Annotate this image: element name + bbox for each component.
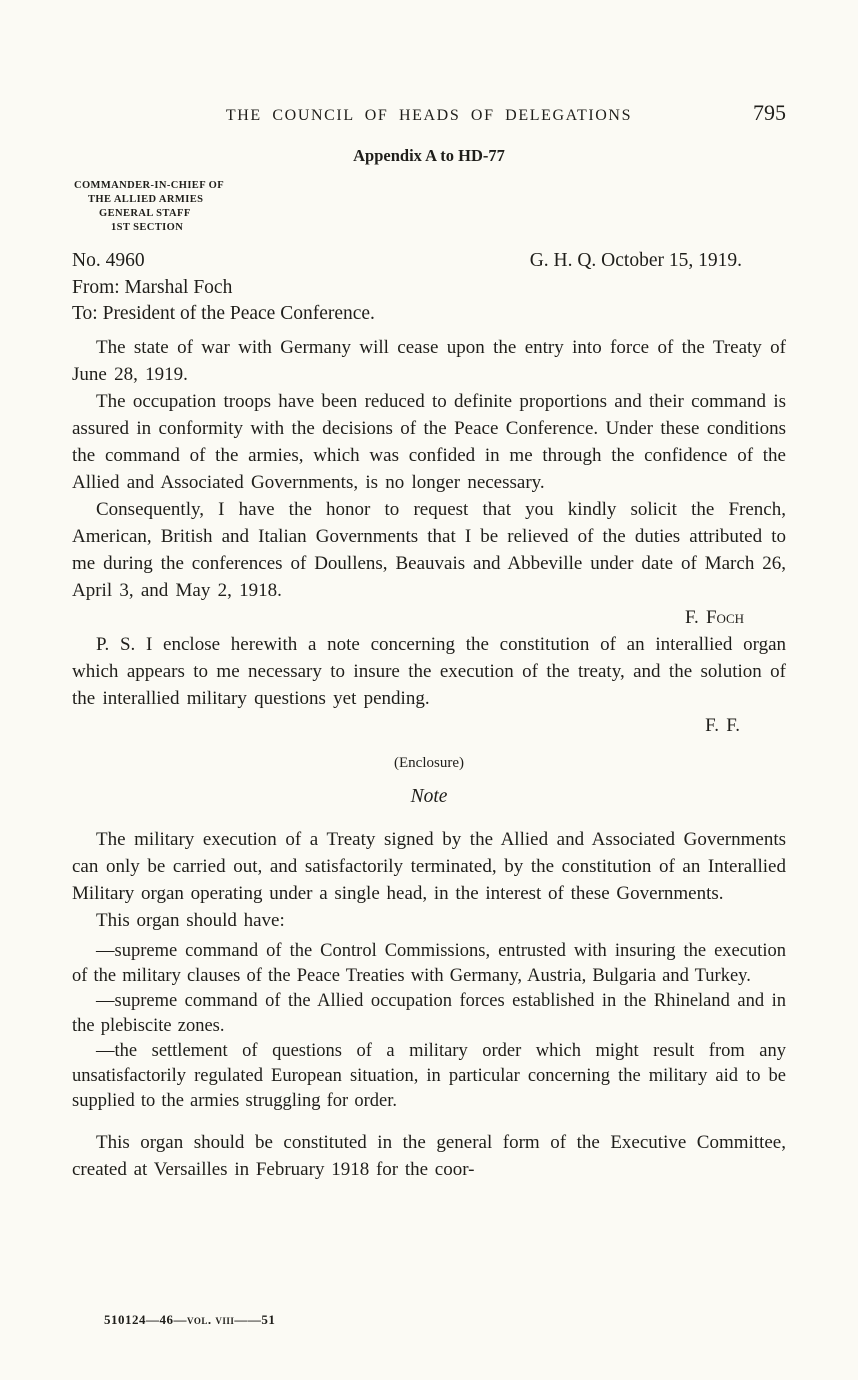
letterhead-line: COMMANDER-IN-CHIEF OF bbox=[74, 180, 225, 191]
letterhead-line: THE ALLIED ARMIES bbox=[88, 194, 204, 205]
postscript-paragraph: P. S. I enclose herewith a note concerning the constitution of an interallied organ which appears to me necessary to insure the execution of the treaty, and the solution of the interallied military questions yet pending. bbox=[72, 634, 786, 709]
note-items bbox=[72, 939, 786, 1114]
document-number: No. 4960 bbox=[72, 250, 145, 271]
printer-imprint: 510124—46—vol. viii——51 bbox=[104, 1312, 276, 1327]
letter-paragraph: The state of war with Germany will cease upon the entry into force of the Treaty of June 28, 1919. bbox=[72, 337, 786, 385]
enclosure-label: (Enclosure) bbox=[394, 755, 464, 771]
note-paragraph: The military execution of a Treaty signed by the Allied and Associated Governments can only be carried out, and satisfactorily terminated, by the constitution of an Interallied Military organ operating under a single head, in the interest of these Governments. bbox=[72, 829, 786, 904]
note-item: —supreme command of the Control Commissions, entrusted with insuring the execution of the military clauses of the Peace Treaties with Germany, Austria, Bulgaria and Turkey. bbox=[72, 941, 786, 986]
letter-paragraph: Consequently, I have the honor to request that you kindly solicit the French, American, British and Italian Governments that I be relieved of the duties attributed to me during the conferences of Doullens, Beauvais and Abbeville under date of March 26, April 3, and May 2, 1918. bbox=[72, 499, 786, 601]
document-number-row bbox=[72, 250, 786, 272]
page-number: 795 bbox=[753, 100, 786, 125]
note-paragraph: This organ should have: bbox=[96, 910, 285, 931]
note-item: —the settlement of questions of a military order which might result from any unsatisfactorily regulated European situation, in particular concerning the military aid to be supplied to the armies struggling for order. bbox=[72, 1041, 786, 1111]
appendix-title: Appendix A to HD-77 bbox=[353, 146, 505, 165]
from-to-block bbox=[72, 275, 786, 327]
letter-body bbox=[72, 334, 786, 739]
dateline: G. H. Q. October 15, 1919. bbox=[529, 250, 742, 271]
letterhead-line: GENERAL STAFF bbox=[99, 208, 191, 219]
note-body bbox=[72, 826, 786, 934]
running-head bbox=[72, 100, 786, 126]
letterhead bbox=[72, 179, 786, 235]
note-item: —supreme command of the Allied occupation forces established in the Rhineland and in the plebiscite zones. bbox=[72, 991, 786, 1036]
from-line: From: Marshal Foch bbox=[72, 277, 233, 298]
signature-ff: F. F. bbox=[705, 715, 740, 736]
note-closing-paragraph: This organ should be constituted in the general form of the Executive Committee, created at Versailles in February 1918 for the coor- bbox=[72, 1132, 786, 1180]
letterhead-line: 1ST SECTION bbox=[111, 222, 184, 233]
running-head-title: THE COUNCIL OF HEADS OF DELEGATIONS bbox=[225, 107, 633, 124]
letter-paragraph: The occupation troops have been reduced to definite proportions and their command is assured in conformity with the decisions of the Peace Conference. Under these conditions the command of the armies, which was confided in me through the confidence of the Allied and Associated Governments, is no longer necessary. bbox=[72, 391, 786, 493]
signature-foch: F. Foch bbox=[684, 607, 744, 628]
to-line: To: President of the Peace Conference. bbox=[72, 303, 375, 324]
note-title: Note bbox=[410, 786, 448, 807]
closing-paragraph-block bbox=[72, 1129, 786, 1183]
